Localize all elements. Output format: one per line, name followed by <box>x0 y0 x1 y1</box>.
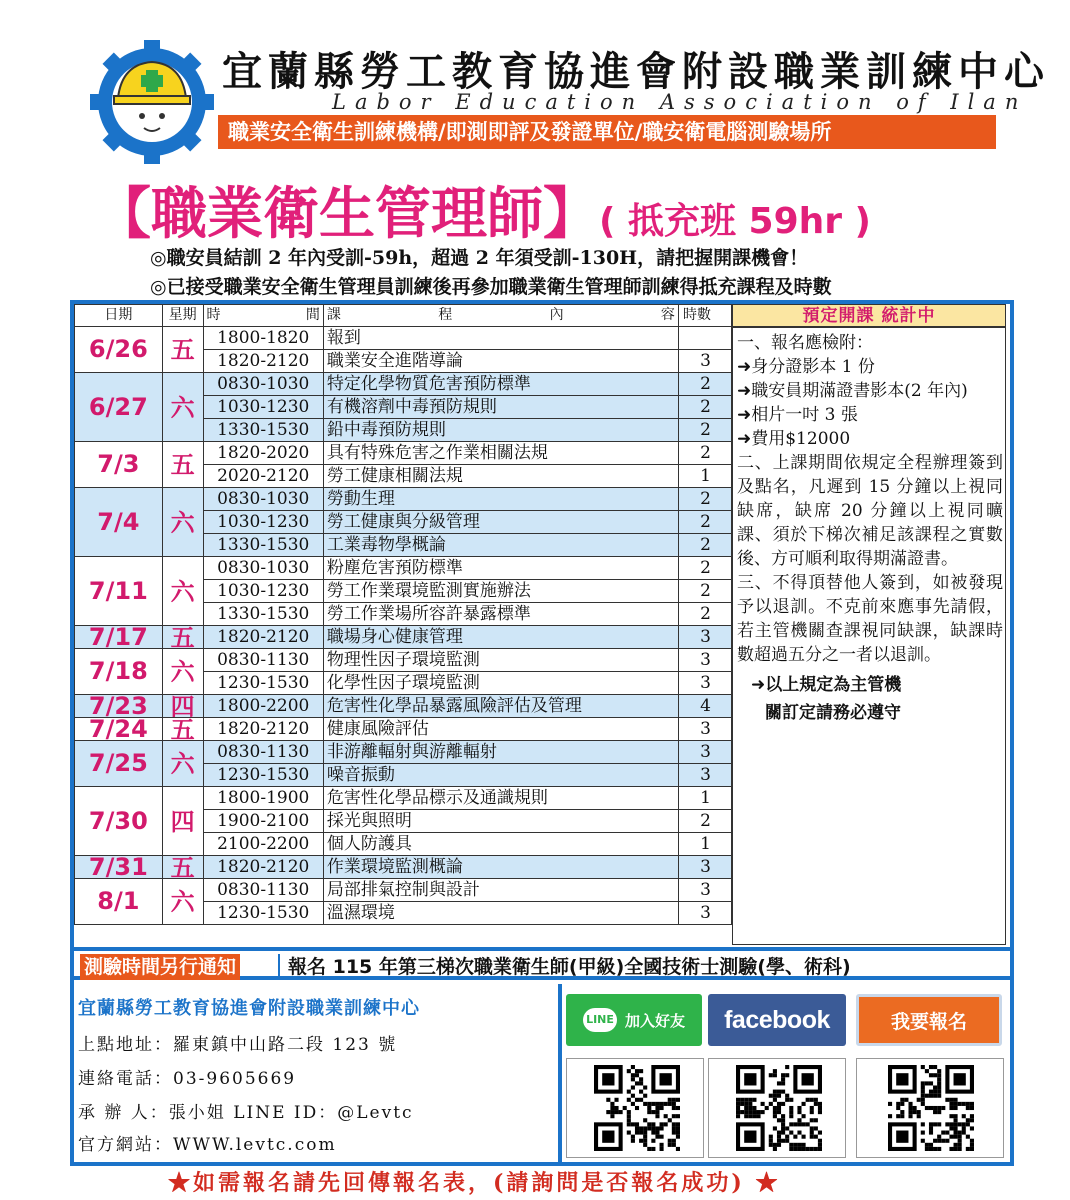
side-rule <box>737 671 1003 727</box>
row-weekday: 四 <box>162 787 203 856</box>
course-title-sub: ( 抵充班 59hr ) <box>599 201 871 242</box>
safety-helmet-gear-logo <box>88 38 216 166</box>
row-hours: 2 <box>678 603 731 626</box>
table-row <box>75 488 732 511</box>
row-hours <box>678 327 731 350</box>
header-weekday: 星期 <box>162 305 203 327</box>
row-hours: 3 <box>678 741 731 764</box>
row-course: 職業安全進階導論 <box>323 350 678 373</box>
row-hours: 3 <box>678 672 731 695</box>
row-weekday: 四 <box>162 695 203 718</box>
row-course: 噪音振動 <box>323 764 678 787</box>
row-hours: 2 <box>678 534 731 557</box>
side-notes <box>732 327 1006 945</box>
row-course: 局部排氣控制與設計 <box>323 879 678 902</box>
side-line: ➜職安員期滿證書影本(2 年內) <box>737 381 968 401</box>
row-weekday: 六 <box>162 488 203 557</box>
row-time: 1820-2120 <box>203 350 323 373</box>
row-course: 鉛中毒預防規則 <box>323 419 678 442</box>
row-course: 具有特殊危害之作業相關法規 <box>323 442 678 465</box>
row-time: 1230-1530 <box>203 902 323 925</box>
row-hours: 3 <box>678 902 731 925</box>
exam-strip <box>74 947 1010 980</box>
org-name-zh: 宜蘭縣勞工教育協進會附設職業訓練中心 <box>222 48 1050 95</box>
header-date: 日期 <box>75 305 163 327</box>
row-time: 1800-1820 <box>203 327 323 350</box>
schedule-table <box>74 304 732 925</box>
row-time: 0830-1130 <box>203 649 323 672</box>
row-course: 危害性化學品暴露風險評估及管理 <box>323 695 678 718</box>
row-hours: 2 <box>678 396 731 419</box>
line-button-label: 加入好友 <box>624 1011 685 1030</box>
row-weekday: 五 <box>162 442 203 488</box>
row-time: 0830-1130 <box>203 741 323 764</box>
row-course: 粉塵危害預防標準 <box>323 557 678 580</box>
row-weekday: 五 <box>162 856 203 879</box>
row-hours: 1 <box>678 787 731 810</box>
row-course: 化學性因子環境監測 <box>323 672 678 695</box>
row-time: 1800-1900 <box>203 787 323 810</box>
row-time: 1330-1530 <box>203 603 323 626</box>
table-row <box>75 557 732 580</box>
header-time: 時間 <box>203 305 323 327</box>
row-course: 物理性因子環境監測 <box>323 649 678 672</box>
row-time: 0830-1130 <box>203 879 323 902</box>
row-course: 勞工健康與分級管理 <box>323 511 678 534</box>
table-row <box>75 649 732 672</box>
table-row <box>75 442 732 465</box>
row-time: 2100-2200 <box>203 833 323 856</box>
row-date: 7/3 <box>75 442 163 488</box>
row-time: 2020-2120 <box>203 465 323 488</box>
side-line: 二、上課期間依規定全程辦理簽到及點名，凡遲到 15 分鐘以上視同缺席，缺席 20 分鐘以上視同曠課、須於下梯次補足該課程之實數後、方可順利取得期滿證書。 <box>737 453 1003 569</box>
side-rule-1: ➜以上規定為主管機 <box>751 675 902 695</box>
row-weekday: 五 <box>162 327 203 373</box>
row-weekday: 六 <box>162 557 203 626</box>
row-weekday: 六 <box>162 879 203 925</box>
row-time: 1800-2200 <box>203 695 323 718</box>
row-time: 1230-1530 <box>203 764 323 787</box>
table-row <box>75 787 732 810</box>
contact-person: 承 辦 人：張小姐 LINE ID：@Levtc <box>78 1103 414 1123</box>
org-banner: 職業安全衛生訓練機構/即測即評及發證單位/職安衛電腦測驗場所 <box>218 115 996 149</box>
row-time: 1030-1230 <box>203 580 323 603</box>
facebook-button[interactable]: facebook <box>708 994 846 1046</box>
row-date: 7/24 <box>75 718 163 741</box>
row-course: 有機溶劑中毒預防規則 <box>323 396 678 419</box>
row-course: 勞動生理 <box>323 488 678 511</box>
table-row <box>75 741 732 764</box>
side-line: ➜相片一吋 3 張 <box>737 405 858 425</box>
row-hours: 4 <box>678 695 731 718</box>
row-date: 7/18 <box>75 649 163 695</box>
exam-label: 測驗時間另行通知 <box>80 954 240 980</box>
table-row <box>75 626 732 649</box>
row-date: 8/1 <box>75 879 163 925</box>
row-date: 7/30 <box>75 787 163 856</box>
row-date: 6/26 <box>75 327 163 373</box>
row-hours: 2 <box>678 557 731 580</box>
side-rule-2: 關訂定請務必遵守 <box>765 703 901 723</box>
table-row <box>75 879 732 902</box>
table-row <box>75 373 732 396</box>
row-date: 7/17 <box>75 626 163 649</box>
table-row <box>75 695 732 718</box>
row-time: 1820-2020 <box>203 442 323 465</box>
row-weekday: 六 <box>162 649 203 695</box>
divider <box>558 984 562 1164</box>
row-date: 7/31 <box>75 856 163 879</box>
row-hours: 1 <box>678 465 731 488</box>
side-line: ➜費用$12000 <box>737 429 851 449</box>
row-hours: 2 <box>678 373 731 396</box>
row-course: 工業毒物學概論 <box>323 534 678 557</box>
table-row <box>75 718 732 741</box>
row-hours: 3 <box>678 879 731 902</box>
notice-line-1: ◎職安員結訓 2 年內受訓-59h，超過 2 年須受訓-130H，請把握開課機會！ <box>150 247 809 269</box>
row-hours: 2 <box>678 580 731 603</box>
side-line: ➜身分證影本 1 份 <box>737 357 875 377</box>
row-weekday: 五 <box>162 626 203 649</box>
table-row <box>75 327 732 350</box>
row-time: 1900-2100 <box>203 810 323 833</box>
row-hours: 2 <box>678 419 731 442</box>
contact-phone: 連絡電話：03-9605669 <box>78 1069 297 1089</box>
row-date: 7/23 <box>75 695 163 718</box>
row-course: 溫濕環境 <box>323 902 678 925</box>
header-course: 課程內容 <box>323 305 678 327</box>
row-time: 0830-1030 <box>203 488 323 511</box>
row-date: 7/25 <box>75 741 163 787</box>
row-hours: 3 <box>678 764 731 787</box>
row-hours: 2 <box>678 511 731 534</box>
line-add-friend-button[interactable] <box>566 994 702 1046</box>
row-date: 7/11 <box>75 557 163 626</box>
row-course: 健康風險評估 <box>323 718 678 741</box>
row-course: 勞工健康相關法規 <box>323 465 678 488</box>
row-course: 報到 <box>323 327 678 350</box>
row-weekday: 五 <box>162 718 203 741</box>
row-course: 勞工作業場所容許暴露標準 <box>323 603 678 626</box>
register-qr-code[interactable] <box>856 1058 1004 1158</box>
row-time: 1820-2120 <box>203 856 323 879</box>
row-time: 1330-1530 <box>203 534 323 557</box>
row-time: 1030-1230 <box>203 511 323 534</box>
course-title <box>95 170 995 250</box>
row-hours: 1 <box>678 833 731 856</box>
row-date: 7/4 <box>75 488 163 557</box>
row-course: 作業環境監測概論 <box>323 856 678 879</box>
row-hours: 2 <box>678 488 731 511</box>
row-hours: 3 <box>678 718 731 741</box>
side-heading: 預定開課 統計中 <box>732 304 1006 327</box>
line-icon: LINE <box>583 1008 617 1032</box>
footer-note: ★如需報名請先回傳報名表，(請詢問是否報名成功) ★ <box>168 1170 781 1196</box>
row-course: 特定化學物質危害預防標準 <box>323 373 678 396</box>
row-course: 個人防護具 <box>323 833 678 856</box>
row-hours: 3 <box>678 350 731 373</box>
row-hours: 3 <box>678 856 731 879</box>
contact-address: 上點地址：羅東鎮中山路二段 123 號 <box>78 1035 398 1055</box>
row-time: 1030-1230 <box>203 396 323 419</box>
row-weekday: 六 <box>162 373 203 442</box>
row-course: 非游離輻射與游離輻射 <box>323 741 678 764</box>
row-hours: 3 <box>678 649 731 672</box>
course-title-main: 【職業衛生管理師】 <box>95 182 599 247</box>
row-hours: 3 <box>678 626 731 649</box>
org-name-en: Labor Education Association of Ilan <box>332 90 1028 114</box>
facebook-qr-code[interactable] <box>708 1058 846 1158</box>
exam-text: 報名 115 年第三梯次職業衛生師(甲級)全國技術士測驗(學、術科) <box>278 954 851 980</box>
row-date: 6/27 <box>75 373 163 442</box>
contact-website[interactable]: 官方網站：WWW.levtc.com <box>78 1135 337 1155</box>
row-time: 0830-1030 <box>203 373 323 396</box>
register-button[interactable]: 我要報名 <box>856 994 1002 1046</box>
row-time: 1230-1530 <box>203 672 323 695</box>
row-hours: 2 <box>678 442 731 465</box>
row-time: 1820-2120 <box>203 626 323 649</box>
schedule-body <box>75 327 732 925</box>
line-qr-code[interactable] <box>566 1058 704 1158</box>
side-line: 一、報名應檢附： <box>737 333 873 353</box>
notice-line-2: ◎已接受職業安全衛生管理員訓練後再參加職業衛生管理師訓練得抵充課程及時數 <box>150 276 832 298</box>
row-hours: 2 <box>678 810 731 833</box>
row-course: 採光與照明 <box>323 810 678 833</box>
row-course: 勞工作業環境監測實施辦法 <box>323 580 678 603</box>
row-weekday: 六 <box>162 741 203 787</box>
table-row <box>75 856 732 879</box>
row-time: 1330-1530 <box>203 419 323 442</box>
contact-org: 宜蘭縣勞工教育協進會附設職業訓練中心 <box>78 998 420 1019</box>
row-time: 1820-2120 <box>203 718 323 741</box>
row-course: 職場身心健康管理 <box>323 626 678 649</box>
row-course: 危害性化學品標示及通識規則 <box>323 787 678 810</box>
row-time: 0830-1030 <box>203 557 323 580</box>
header-hours: 時數 <box>678 305 731 327</box>
side-line: 三、不得頂替他人簽到，如被發現予以退訓。不克前來應事先請假，若主管機關查課視同缺課，缺課時數超過五分之一者以退訓。 <box>737 573 1003 665</box>
